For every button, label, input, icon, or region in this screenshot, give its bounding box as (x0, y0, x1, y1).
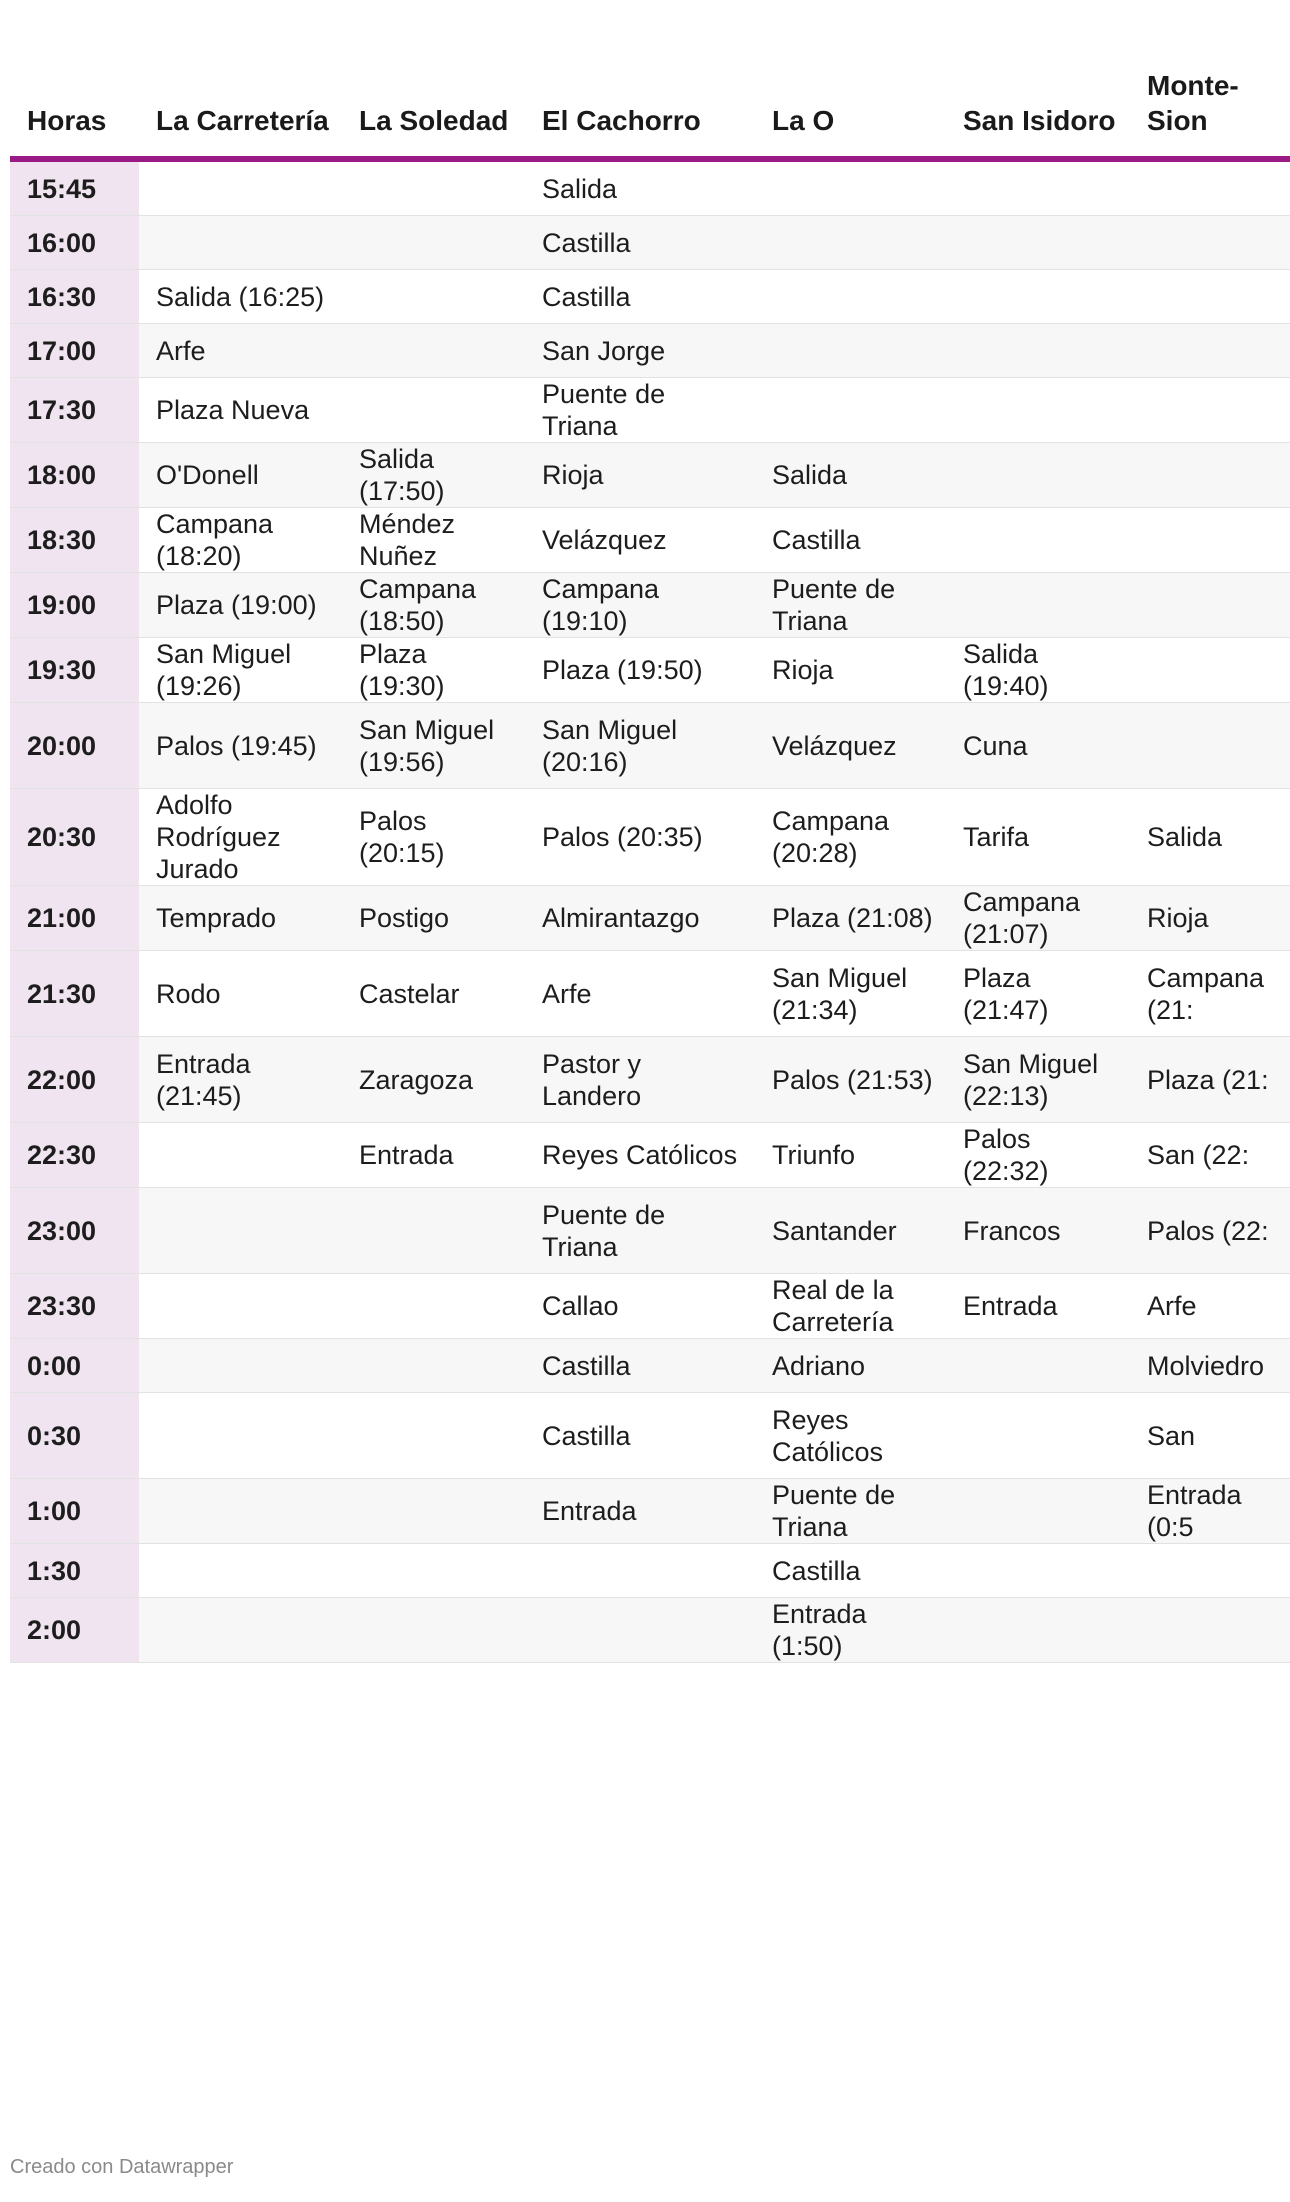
table-cell (342, 1544, 525, 1598)
table-cell (1130, 638, 1290, 703)
table-cell: Palos (22: (1130, 1188, 1290, 1274)
table-cell: Palos (19:45) (139, 703, 342, 789)
table-row (10, 789, 1290, 886)
table-cell: Postigo (342, 886, 525, 951)
table-cell (1130, 1544, 1290, 1598)
table-cell: Reyes Católicos (525, 1123, 755, 1188)
hour-cell: 23:30 (10, 1274, 139, 1339)
table-cell: Arfe (525, 951, 755, 1037)
table-cell (946, 443, 1130, 508)
table-cell: Molviedro (1130, 1339, 1290, 1393)
table-cell: Castilla (525, 1393, 755, 1479)
table-row (10, 638, 1290, 703)
table-cell (342, 1188, 525, 1274)
table-row (10, 573, 1290, 638)
table-cell (342, 216, 525, 270)
hour-cell: 21:30 (10, 951, 139, 1037)
table-cell: Puente de Triana (525, 378, 755, 443)
table-cell: Salida (1130, 789, 1290, 886)
table-cell (755, 270, 946, 324)
table-cell (946, 159, 1130, 216)
table-cell: Puente de Triana (525, 1188, 755, 1274)
table-cell (139, 159, 342, 216)
table-cell: Almirantazgo (525, 886, 755, 951)
table-cell: Campana (20:28) (755, 789, 946, 886)
table-cell: Cuna (946, 703, 1130, 789)
table-row (10, 216, 1290, 270)
table-cell (946, 1479, 1130, 1544)
hour-cell: 22:30 (10, 1123, 139, 1188)
table-cell: Rioja (755, 638, 946, 703)
table-cell: Plaza (19:50) (525, 638, 755, 703)
schedule-table-body (10, 159, 1290, 1663)
table-cell: Méndez Nuñez (342, 508, 525, 573)
table-cell (139, 1339, 342, 1393)
hour-cell: 0:30 (10, 1393, 139, 1479)
table-cell: Plaza Nueva (139, 378, 342, 443)
table-row (10, 1274, 1290, 1339)
table-cell: Plaza (21:08) (755, 886, 946, 951)
table-cell: Salida (755, 443, 946, 508)
table-cell (946, 324, 1130, 378)
table-cell: Rodo (139, 951, 342, 1037)
table-cell: Palos (20:15) (342, 789, 525, 886)
hour-cell: 17:30 (10, 378, 139, 443)
hour-cell: 19:00 (10, 573, 139, 638)
hour-cell: 2:00 (10, 1598, 139, 1663)
hour-cell: 0:00 (10, 1339, 139, 1393)
table-cell (1130, 508, 1290, 573)
table-cell: Castilla (525, 270, 755, 324)
column-header-hours: Horas (10, 0, 139, 159)
table-cell: Campana (18:50) (342, 573, 525, 638)
column-header-la-o: La O (755, 0, 946, 159)
table-cell: Zaragoza (342, 1037, 525, 1123)
table-cell: San (22: (1130, 1123, 1290, 1188)
table-cell (1130, 324, 1290, 378)
table-cell (946, 573, 1130, 638)
column-header-la-soledad: La Soledad (342, 0, 525, 159)
table-row (10, 378, 1290, 443)
table-cell: Puente de Triana (755, 1479, 946, 1544)
table-cell: Velázquez (525, 508, 755, 573)
table-cell: Campana (18:20) (139, 508, 342, 573)
table-cell: Adriano (755, 1339, 946, 1393)
column-header-monte-sion: Monte-Sion (1130, 0, 1290, 159)
hour-cell: 21:00 (10, 886, 139, 951)
hour-cell: 18:30 (10, 508, 139, 573)
table-cell: Castelar (342, 951, 525, 1037)
table-cell: Santander (755, 1188, 946, 1274)
table-cell: Plaza (19:00) (139, 573, 342, 638)
table-cell: San Miguel (19:26) (139, 638, 342, 703)
hour-cell: 16:00 (10, 216, 139, 270)
hour-cell: 18:00 (10, 443, 139, 508)
table-cell: Palos (21:53) (755, 1037, 946, 1123)
table-cell (342, 378, 525, 443)
table-cell: Salida (525, 159, 755, 216)
column-header-el-cachorro: El Cachorro (525, 0, 755, 159)
table-cell (1130, 443, 1290, 508)
column-header-san-isidoro: San Isidoro (946, 0, 1130, 159)
table-row (10, 886, 1290, 951)
table-cell: Entrada (525, 1479, 755, 1544)
table-cell: Puente de Triana (755, 573, 946, 638)
hour-cell: 19:30 (10, 638, 139, 703)
table-cell: Entrada (21:45) (139, 1037, 342, 1123)
table-row (10, 508, 1290, 573)
table-cell (525, 1544, 755, 1598)
hour-cell: 16:30 (10, 270, 139, 324)
table-cell: Salida (17:50) (342, 443, 525, 508)
table-cell (139, 1598, 342, 1663)
table-cell: Plaza (21: (1130, 1037, 1290, 1123)
table-cell: San Miguel (20:16) (525, 703, 755, 789)
table-cell (946, 1339, 1130, 1393)
hour-cell: 1:30 (10, 1544, 139, 1598)
table-cell (139, 1393, 342, 1479)
table-cell: Castilla (755, 1544, 946, 1598)
table-cell: San Miguel (19:56) (342, 703, 525, 789)
table-cell (755, 378, 946, 443)
table-cell (139, 1123, 342, 1188)
table-cell (755, 216, 946, 270)
table-cell: Triunfo (755, 1123, 946, 1188)
schedule-table-container (10, 0, 1269, 1663)
table-cell (1130, 378, 1290, 443)
table-row (10, 1188, 1290, 1274)
table-cell (342, 1598, 525, 1663)
table-row (10, 1393, 1290, 1479)
table-cell (1130, 1598, 1290, 1663)
table-cell: Castilla (525, 1339, 755, 1393)
table-cell (342, 1339, 525, 1393)
table-cell: Salida (19:40) (946, 638, 1130, 703)
table-row (10, 443, 1290, 508)
table-cell: Entrada (946, 1274, 1130, 1339)
table-cell (946, 216, 1130, 270)
table-row (10, 159, 1290, 216)
table-cell: Temprado (139, 886, 342, 951)
table-cell: Rioja (1130, 886, 1290, 951)
table-cell (139, 1479, 342, 1544)
table-row (10, 703, 1290, 789)
table-row (10, 1123, 1290, 1188)
hour-cell: 20:00 (10, 703, 139, 789)
table-cell: Pastor y Landero (525, 1037, 755, 1123)
header-row (10, 0, 1290, 159)
table-cell: Castilla (755, 508, 946, 573)
table-cell: Real de la Carretería (755, 1274, 946, 1339)
table-cell (1130, 216, 1290, 270)
table-row (10, 270, 1290, 324)
table-cell: San Jorge (525, 324, 755, 378)
table-cell (1130, 270, 1290, 324)
table-cell: Callao (525, 1274, 755, 1339)
table-cell: Adolfo Rodríguez Jurado (139, 789, 342, 886)
table-row (10, 951, 1290, 1037)
table-cell: Entrada (0:5 (1130, 1479, 1290, 1544)
table-cell: San Miguel (21:34) (755, 951, 946, 1037)
table-cell: Velázquez (755, 703, 946, 789)
table-cell (946, 378, 1130, 443)
hour-cell: 22:00 (10, 1037, 139, 1123)
table-cell (946, 508, 1130, 573)
hour-cell: 1:00 (10, 1479, 139, 1544)
table-cell (342, 1393, 525, 1479)
table-row (10, 1598, 1290, 1663)
table-cell (342, 159, 525, 216)
table-cell (946, 270, 1130, 324)
hour-cell: 15:45 (10, 159, 139, 216)
table-cell (342, 324, 525, 378)
table-cell: Entrada (342, 1123, 525, 1188)
table-cell: San (1130, 1393, 1290, 1479)
table-cell: Campana (19:10) (525, 573, 755, 638)
table-cell (946, 1598, 1130, 1663)
table-row (10, 1544, 1290, 1598)
table-row (10, 1037, 1290, 1123)
table-cell (139, 1274, 342, 1339)
table-cell: Salida (16:25) (139, 270, 342, 324)
table-cell (1130, 573, 1290, 638)
table-cell: San Miguel (22:13) (946, 1037, 1130, 1123)
table-cell: Entrada (1:50) (755, 1598, 946, 1663)
table-cell (755, 159, 946, 216)
table-cell (1130, 703, 1290, 789)
hour-cell: 23:00 (10, 1188, 139, 1274)
table-cell (139, 1544, 342, 1598)
table-cell: Plaza (21:47) (946, 951, 1130, 1037)
hour-cell: 20:30 (10, 789, 139, 886)
table-cell: Palos (20:35) (525, 789, 755, 886)
table-cell: Plaza (19:30) (342, 638, 525, 703)
table-cell (342, 1479, 525, 1544)
table-cell: Castilla (525, 216, 755, 270)
table-cell: Reyes Católicos (755, 1393, 946, 1479)
table-cell (946, 1393, 1130, 1479)
table-cell (342, 1274, 525, 1339)
table-cell (525, 1598, 755, 1663)
table-cell: Francos (946, 1188, 1130, 1274)
table-cell: O'Donell (139, 443, 342, 508)
table-cell (1130, 159, 1290, 216)
datawrapper-credit: Creado con Datawrapper (10, 2156, 234, 2178)
table-cell (946, 1544, 1130, 1598)
table-cell (139, 216, 342, 270)
table-row (10, 324, 1290, 378)
table-cell (139, 1188, 342, 1274)
table-cell (342, 270, 525, 324)
table-row (10, 1339, 1290, 1393)
table-row (10, 1479, 1290, 1544)
table-cell: Campana (21:07) (946, 886, 1130, 951)
column-header-la-carreteria: La Carretería (139, 0, 342, 159)
table-cell: Rioja (525, 443, 755, 508)
table-cell: Campana (21: (1130, 951, 1290, 1037)
hour-cell: 17:00 (10, 324, 139, 378)
schedule-table (10, 0, 1290, 1663)
table-cell (755, 324, 946, 378)
table-cell: Tarifa (946, 789, 1130, 886)
table-cell: Palos (22:32) (946, 1123, 1130, 1188)
table-cell: Arfe (139, 324, 342, 378)
table-cell: Arfe (1130, 1274, 1290, 1339)
